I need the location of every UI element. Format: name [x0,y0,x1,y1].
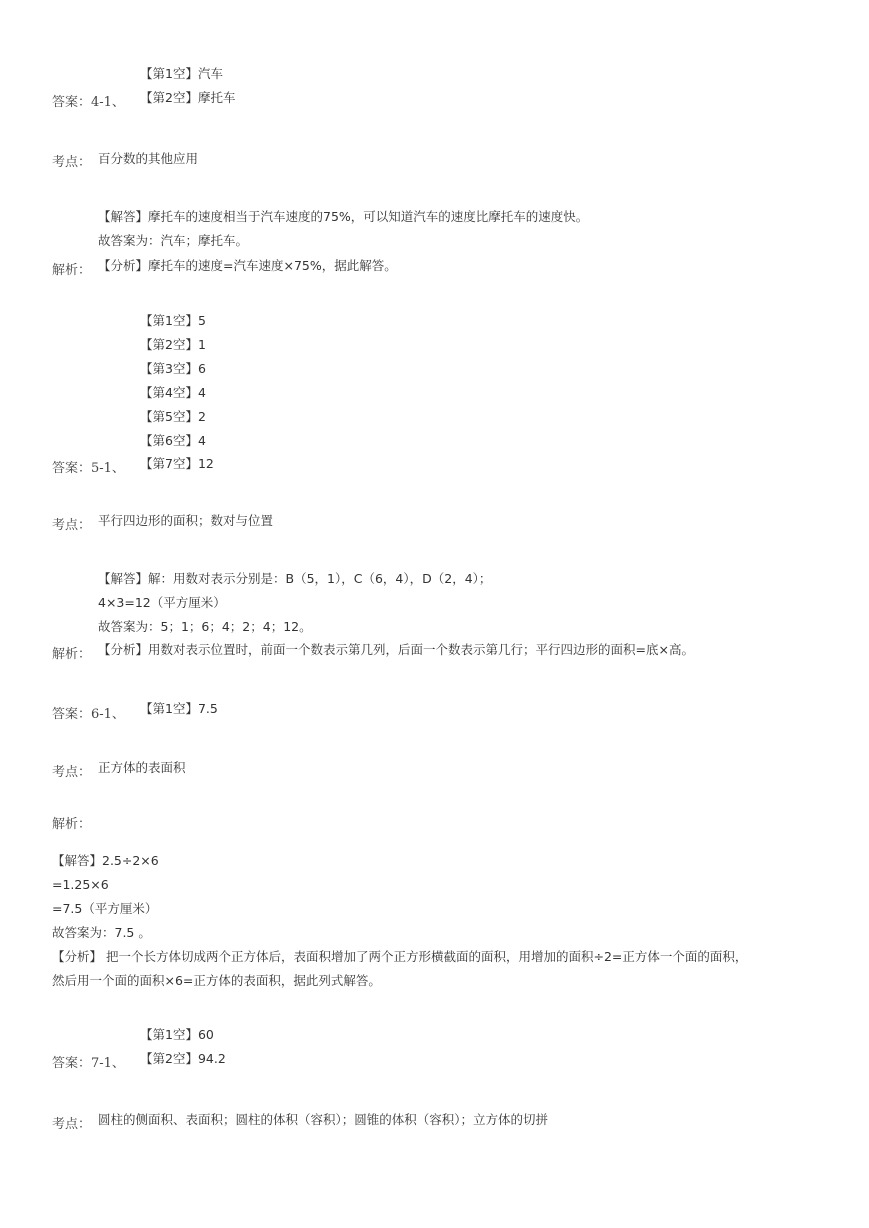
q4-jiexi-label: 解析： [52,263,92,278]
q6-jiexi-label: 解析： [52,817,92,832]
q4-answer-blank-2: 【第2空】摩托车 [140,90,236,105]
q7-kaodian-label: 考点： [52,1117,92,1132]
q5-kaodian-text: 平行四边形的面积；数对与位置 [98,513,274,528]
q5-answer-blank-6: 【第6空】4 [140,433,206,448]
q5-answer-label: 答案：5-1、 [52,461,125,476]
q6-answer-label: 答案：6-1、 [52,707,125,722]
q5-answer-blank-3: 【第3空】6 [140,361,206,376]
q5-jiexi-analysis: 【分析】用数对表示位置时，前面一个数表示第几列，后面一个数表示第几行；平行四边形的面积=底×高。 [98,642,694,657]
q5-kaodian-label: 考点： [52,518,92,533]
q5-answer-blank-2: 【第2空】1 [140,337,206,352]
q5-answer-blank-4: 【第4空】4 [140,385,206,400]
q6-kaodian-label: 考点： [52,765,92,780]
q7-kaodian-text: 圆柱的侧面积、表面积；圆柱的体积（容积）；圆锥的体积（容积）；立方体的切拼 [98,1112,549,1127]
q6-jiexi-analysis-2: 然后用一个面的面积×6=正方体的表面积，据此列式解答。 [52,973,381,988]
q6-kaodian-text: 正方体的表面积 [98,760,186,775]
q4-kaodian-label: 考点： [52,155,92,170]
q4-jiexi-analysis: 【分析】摩托车的速度=汽车速度×75%，据此解答。 [98,258,397,273]
q5-jiexi-answer: 【解答】解：用数对表示分别是：B（5，1），C（6，4），D（2，4）； [98,571,492,586]
q5-answer-blank-5: 【第5空】2 [140,409,206,424]
q6-jiexi-analysis-1: 【分析】 把一个长方体切成两个正方体后，表面积增加了两个正方形横截面的面积，用增加的面积÷2=正方体一个面的面积， [52,949,748,964]
q5-jiexi-label: 解析： [52,647,92,662]
q5-jiexi-calc: 4×3=12（平方厘米） [98,595,226,610]
q5-answer-blank-1: 【第1空】5 [140,313,206,328]
q6-jiexi-step-1: =1.25×6 [52,877,109,892]
q6-jiexi-conclusion: 故答案为：7.5 。 [52,925,151,940]
q4-jiexi-conclusion: 故答案为：汽车；摩托车。 [98,233,249,248]
q5-answer-blank-7: 【第7空】12 [140,456,214,471]
q4-answer-blank-1: 【第1空】汽车 [140,66,223,81]
q6-answer-blank-1: 【第1空】7.5 [140,701,218,716]
q7-answer-label: 答案：7-1、 [52,1056,125,1071]
q6-jiexi-step-2: =7.5（平方厘米） [52,901,158,916]
q4-kaodian-text: 百分数的其他应用 [98,151,199,166]
q7-answer-blank-2: 【第2空】94.2 [140,1051,226,1066]
q5-jiexi-conclusion: 故答案为：5；1；6；4；2；4；12。 [98,619,312,634]
q4-jiexi-answer: 【解答】摩托车的速度相当于汽车速度的75%，可以知道汽车的速度比摩托车的速度快。 [98,209,589,224]
q4-answer-label: 答案：4-1、 [52,95,125,110]
q7-answer-blank-1: 【第1空】60 [140,1027,214,1042]
q6-jiexi-answer: 【解答】2.5÷2×6 [52,853,159,868]
